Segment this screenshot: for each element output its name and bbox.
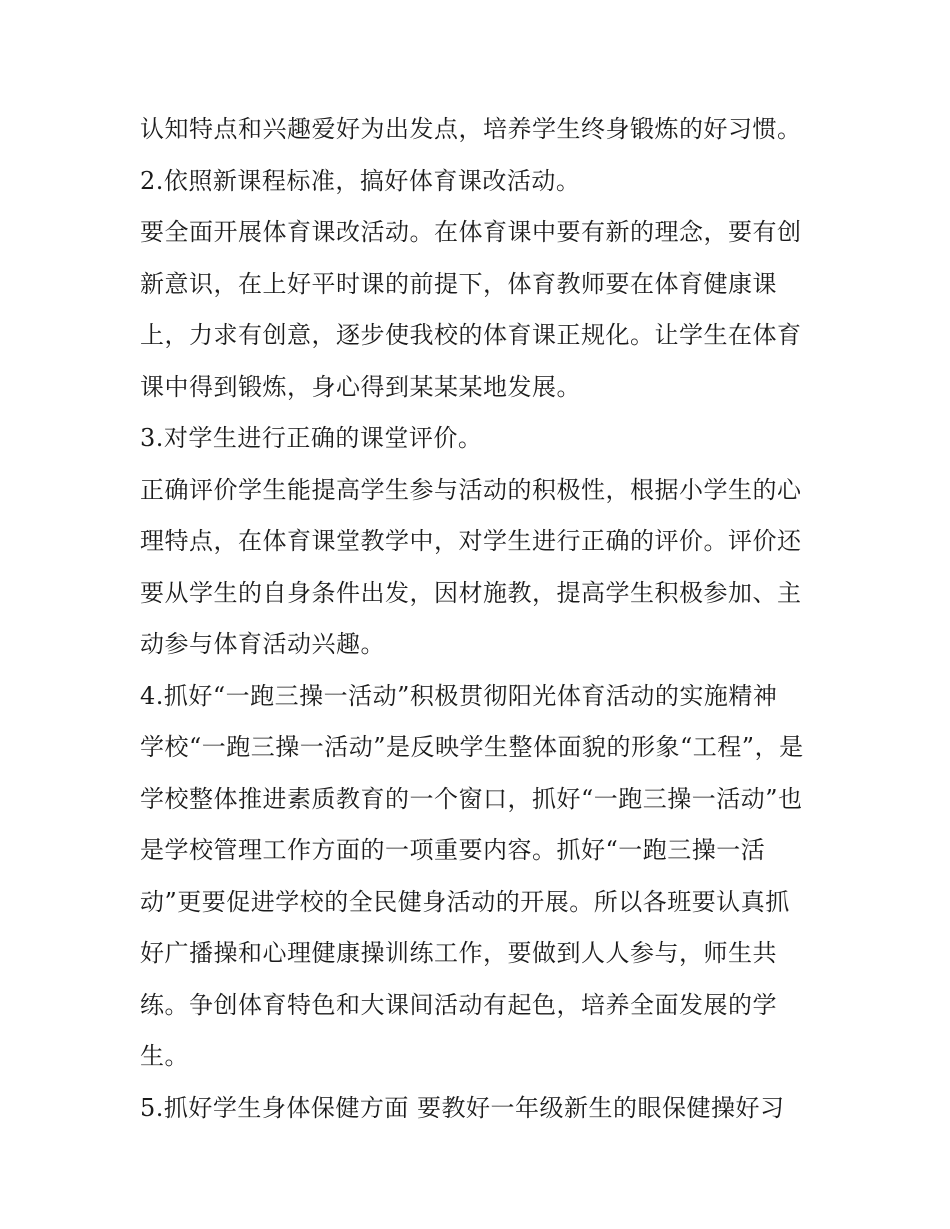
document-body [140, 104, 820, 1134]
section-heading-3: 3.对学生进行正确的课堂评价。 [140, 424, 483, 452]
text-line: 课中得到锻炼，身心得到某某某地发展。 [140, 372, 581, 401]
text-line: 认知特点和兴趣爱好为出发点，培养学生终身锻炼的好习惯。 [140, 115, 802, 143]
text-line: 动”更要促进学校的全民健身活动的开展。所以各班要认真抓 [140, 887, 790, 916]
text-line: 新意识，在上好平时课的前提下，体育教师要在体育健康课 [140, 269, 777, 298]
text-line: 是学校管理工作方面的一项重要内容。抓好“一跑三操一活 [140, 836, 766, 864]
section-heading-2: 2.依照新课程标准，搞好体育课改活动。 [140, 166, 581, 195]
text-line: 要从学生的自身条件出发，因材施教，提高学生积极参加、主 [140, 578, 802, 607]
text-line: 正确评价学生能提高学生参与活动的积极性，根据小学生的心 [140, 475, 802, 504]
text-line: 学校“一跑三操一活动”是反映学生整体面貌的形象“工程”，是 [140, 733, 804, 761]
text-line: 学校整体推进素质教育的一个窗口，抓好“一跑三操一活动”也 [140, 784, 803, 813]
text-line: 理特点，在体育课堂教学中，对学生进行正确的评价。评价还 [140, 527, 802, 555]
section-heading-4: 4.抓好“一跑三操一活动”积极贯彻阳光体育活动的实施精神 [140, 681, 778, 710]
text-line: 要全面开展体育课改活动。在体育课中要有新的理念，要有创 [140, 218, 802, 246]
text-line: 上，力求有创意，逐步使我校的体育课正规化。让学生在体育 [140, 321, 802, 349]
text-line: 生。 [140, 1042, 189, 1070]
text-line: 练。争创体育特色和大课间活动有起色，培养全面发展的学 [140, 990, 777, 1019]
text-line: 动参与体育活动兴趣。 [140, 630, 385, 658]
text-line: 好广播操和心理健康操训练工作，要做到人人参与，师生共 [140, 939, 777, 967]
section-heading-5: 5.抓好学生身体保健方面 要教好一年级新生的眼保健操好习 [140, 1093, 785, 1122]
